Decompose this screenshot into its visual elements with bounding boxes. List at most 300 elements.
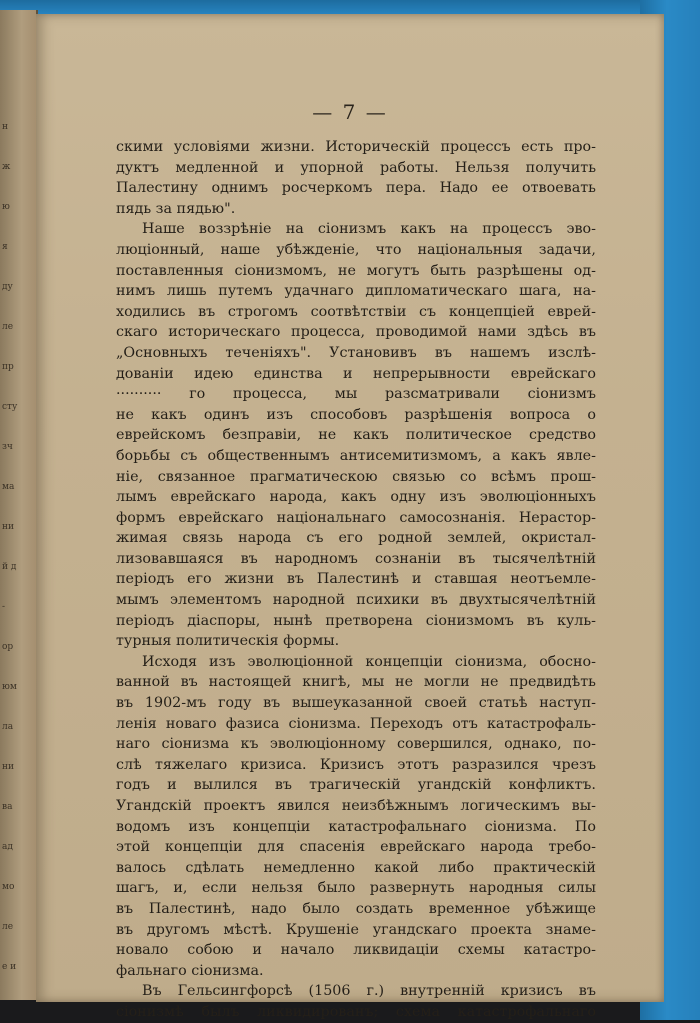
word: по- (572, 736, 596, 753)
text-line (116, 240, 596, 261)
word: совершился, (396, 736, 493, 753)
word: историческаго (168, 324, 281, 341)
word: про- (563, 139, 596, 155)
word: дованіи (116, 365, 174, 382)
word: и (252, 942, 262, 959)
facing-page-edge (0, 10, 38, 1000)
word: Наше (142, 221, 185, 238)
word: въ (116, 900, 134, 917)
word: ванной (116, 674, 170, 691)
text-line: фальнаго сіонизма. (116, 962, 264, 979)
word: схемы (457, 942, 505, 959)
word: наше (220, 241, 261, 258)
facing-page-fragment: ле (2, 322, 14, 332)
word: упорной (300, 159, 364, 176)
word: работы. (379, 159, 439, 176)
word: прош- (550, 468, 596, 485)
word: Нельзя (454, 159, 510, 176)
word: и (274, 159, 285, 176)
word: къ (240, 736, 259, 753)
facing-page-fragment: ни (2, 762, 14, 772)
facing-page-fragment: ж (2, 162, 11, 172)
word: народной (272, 592, 345, 609)
word: схема (395, 1003, 441, 1020)
word: способовъ (310, 406, 388, 423)
word: логическимъ (460, 798, 560, 814)
text-line (116, 343, 596, 364)
word: удачнаго (284, 283, 354, 300)
word: Крушеніе (285, 921, 359, 938)
body-text (116, 137, 596, 1023)
word: росчеркомъ (281, 180, 373, 197)
word: родной (378, 530, 433, 547)
word: силы (558, 880, 596, 897)
word: въ (116, 921, 134, 938)
text-line (116, 487, 596, 508)
facing-page-fragment: ма (2, 482, 15, 492)
word: требо- (548, 839, 596, 856)
word: еврейскомъ (116, 427, 206, 444)
word: и (167, 777, 177, 794)
word: получить (525, 159, 596, 176)
word: немедленно (263, 859, 356, 876)
word: сіонизмомъ (425, 612, 514, 629)
word: собою (187, 942, 234, 959)
text-line (116, 652, 596, 673)
word: борьбы (116, 447, 171, 464)
facing-page-fragment: мо (2, 882, 15, 892)
word: связь (182, 530, 224, 547)
word: общественнымъ (207, 447, 330, 464)
word: го (189, 386, 206, 403)
word: быть (430, 262, 466, 279)
word: вопроса (509, 406, 571, 423)
word: какой (374, 859, 419, 876)
word: концепціи (165, 839, 243, 856)
page-number: — 7 — (312, 100, 388, 124)
word: статьѣ (478, 695, 528, 712)
word: формъ (116, 509, 166, 526)
word: двухтысячелѣтній (459, 592, 596, 609)
word: надо (251, 900, 287, 917)
word: создать (355, 900, 414, 917)
word: катастрофальнаго (328, 818, 467, 835)
facing-page-fragment: ла (2, 722, 14, 732)
word: антисемитизмомъ, (339, 447, 483, 464)
word: жизни. (260, 139, 315, 155)
word: Палестинѣ, (148, 900, 236, 917)
text-line (116, 981, 596, 1002)
word: народныя (469, 880, 544, 897)
word: пера. (385, 180, 427, 197)
word: связью (392, 468, 446, 485)
facing-page-fragment: н (2, 122, 8, 132)
word: спасенія (299, 839, 366, 856)
word: разсматривали (385, 386, 500, 403)
facing-page-fragment: ад (2, 842, 13, 852)
text-line (116, 425, 596, 446)
word: психики (356, 592, 420, 609)
word: жизни (224, 571, 275, 588)
word: сіонизма, (454, 653, 528, 670)
word: мы (334, 386, 358, 403)
word: задачи, (538, 241, 596, 258)
word: непрерывности (373, 365, 491, 382)
text-line (116, 405, 596, 426)
word: его (187, 571, 212, 588)
word: угандскій (417, 777, 492, 794)
word: самосознанія. (399, 509, 506, 526)
word: году (218, 695, 252, 712)
word: однимъ (211, 180, 269, 197)
word: въ (458, 550, 476, 567)
word: изъ (266, 406, 293, 423)
word: конфликтъ. (508, 777, 596, 794)
word: ликвидаціи (353, 942, 439, 959)
word: процесса, (291, 324, 366, 341)
facing-page-fragment: я (2, 242, 8, 252)
word: настоящей (208, 674, 292, 691)
word: шага, (519, 283, 562, 300)
word: еврейскаго (380, 839, 466, 856)
word: лизовавшаяся (116, 550, 224, 567)
text-line (116, 446, 596, 467)
word: строгомъ (227, 303, 298, 320)
word: чрезъ (552, 756, 596, 773)
word: въ (526, 612, 544, 629)
word: новаго (165, 715, 217, 732)
word: скаго (116, 324, 158, 341)
word: жимая (116, 530, 168, 547)
facing-page-fragment: - (2, 602, 6, 612)
word: въ (430, 592, 448, 609)
word: не (337, 262, 356, 279)
word: лишь (166, 283, 207, 300)
word: съ (306, 530, 324, 547)
word: со (459, 468, 477, 485)
word: книгѣ, (302, 674, 351, 691)
word: а (492, 447, 501, 464)
text-line (116, 549, 596, 570)
text-line (116, 672, 596, 693)
word: въ (286, 571, 305, 588)
text-line (116, 590, 596, 611)
word: знаме- (545, 921, 596, 938)
word: разрѣшенія (404, 406, 493, 423)
word: явле- (556, 447, 596, 464)
text-line (116, 796, 596, 817)
word: концепціи (232, 818, 311, 835)
text-line (116, 137, 596, 158)
word: фазиса (225, 715, 280, 732)
word: и (343, 365, 353, 382)
word: од- (573, 262, 596, 279)
text-line (116, 817, 596, 838)
word: изъ (439, 489, 466, 506)
word: 1902-мъ (144, 695, 207, 712)
word: одинъ (203, 406, 250, 423)
word: эволюціонному (269, 736, 386, 753)
word: могутъ (366, 262, 420, 279)
text-line (116, 755, 596, 776)
word: сіонизма. (484, 818, 557, 835)
word: средство (528, 427, 596, 444)
word: претворена (325, 612, 413, 629)
word: валось (116, 859, 167, 876)
word: Кризисъ (319, 756, 385, 773)
word: и (411, 571, 422, 588)
text-line (116, 322, 596, 343)
word: одну (390, 489, 426, 506)
word: сознаніи (375, 550, 442, 567)
facing-page-fragment: е и (2, 962, 17, 972)
text-line (116, 899, 596, 920)
word: либо (438, 859, 475, 876)
word: вышеуказанной (292, 695, 413, 712)
word: сіонизма (161, 736, 230, 753)
word: временное (428, 900, 511, 917)
word: процессъ (440, 139, 511, 155)
word: окристал- (521, 530, 596, 547)
word: эво- (566, 221, 596, 238)
word: въ (578, 983, 596, 1000)
word: водомъ (116, 818, 171, 835)
word: мѣстѣ. (223, 921, 273, 938)
word: вылился (193, 777, 258, 794)
word: практическій (493, 859, 596, 876)
word: разразился (452, 756, 539, 773)
word: не (116, 406, 134, 423)
word: кризиса. (240, 756, 307, 773)
text-line (116, 837, 596, 858)
word: предвидѣть (509, 674, 596, 691)
word: слѣ (116, 756, 142, 773)
word: сіонизмъ (317, 221, 387, 238)
word: нами (477, 324, 517, 341)
word: этотъ (397, 756, 439, 773)
word: Палестинѣ (316, 571, 400, 588)
word: ставшая (434, 571, 498, 588)
text-line (116, 920, 596, 941)
word: убѣжище (525, 900, 596, 917)
word: развернуть (369, 880, 455, 897)
text-line: турныя политическія формы. (116, 633, 340, 650)
word: съ (419, 303, 437, 320)
word: что (375, 241, 402, 258)
facing-page-fragment: сту (2, 402, 18, 412)
word: какъ (400, 221, 436, 238)
word: неотъемле- (510, 571, 596, 588)
word: куль- (556, 612, 596, 629)
text-line (116, 158, 596, 179)
word: теченіяхъ". (225, 344, 312, 361)
word: землей, (447, 530, 507, 547)
word: концепціи (365, 653, 443, 670)
word: отвоевать (522, 180, 596, 197)
word: своей (424, 695, 467, 712)
word: не (318, 427, 337, 444)
word: о (587, 406, 596, 423)
text-line (116, 693, 596, 714)
word: Надо (439, 180, 479, 197)
word: Переходъ (369, 715, 444, 732)
text-line (116, 1002, 596, 1023)
word: нынѣ (273, 612, 313, 629)
word: Установивъ (329, 344, 417, 361)
word: явился (277, 798, 330, 814)
word: національнаго (276, 509, 387, 526)
text-line (116, 178, 596, 199)
word: сіонизмѣ (116, 1003, 184, 1020)
word: этой (116, 839, 151, 856)
word: (1506 (308, 983, 351, 1000)
word: вы- (571, 798, 596, 814)
word: обосно- (539, 653, 596, 670)
word: наго (116, 736, 151, 753)
word: проектъ (203, 798, 266, 814)
word: періодъ (116, 571, 175, 588)
word: воззрѣніе (198, 221, 272, 238)
word: катастрофаль- (486, 715, 596, 732)
word: въ (180, 674, 198, 691)
facing-page-fragment: ва (2, 802, 13, 812)
text-line (116, 281, 596, 302)
word: трагическій (309, 777, 401, 794)
word: національныя (417, 241, 523, 258)
text-line (116, 775, 596, 796)
word: есть (521, 139, 554, 155)
word: Нерастор- (518, 509, 596, 526)
text-line (116, 734, 596, 755)
word: періодъ (116, 612, 175, 629)
word: начало (280, 942, 335, 959)
word: его (338, 530, 364, 547)
word: съ (180, 447, 198, 464)
word: на- (573, 283, 596, 300)
word: не (480, 674, 499, 691)
word: какъ (151, 406, 187, 423)
word: По (574, 818, 596, 835)
word: въ (263, 695, 281, 712)
word: еврейскаго (510, 365, 596, 382)
facing-page-fragment: ду (2, 282, 13, 292)
word: проводимой (375, 324, 468, 341)
word: нашемъ (470, 344, 531, 361)
text-line (116, 611, 596, 632)
word: наступ- (539, 695, 596, 712)
word: другомъ (146, 921, 210, 938)
word: народномъ (274, 550, 358, 567)
word: въ (578, 324, 596, 341)
word: катастро- (523, 942, 596, 959)
word: въ (434, 344, 452, 361)
word: прагматическою (249, 468, 378, 485)
word: кризисъ (500, 983, 563, 1000)
facing-page-fragment: юм (2, 682, 17, 692)
word: убѣжденіе, (276, 241, 360, 258)
word: какъ (353, 427, 389, 444)
facing-page-fragment: й д (2, 562, 17, 572)
word: путемъ (218, 283, 273, 300)
facing-page-fragment: ни (2, 522, 14, 532)
word: угандскаго (372, 921, 458, 938)
word: Исходя (142, 653, 197, 670)
word: ніе, (116, 468, 144, 485)
word: ходились (116, 303, 186, 320)
word: дипломатическаго (365, 283, 508, 300)
word: въ (198, 303, 216, 320)
word: проекта (470, 921, 532, 938)
word: сіонизмомъ, (234, 262, 328, 279)
word: Палестину (116, 180, 198, 197)
text-line (116, 302, 596, 323)
word: здѣсь (527, 324, 569, 341)
word: шагъ, (116, 880, 159, 897)
word: скими (116, 139, 164, 155)
word: ленія (116, 715, 157, 732)
word: было (317, 880, 356, 897)
word: сіонизма. (288, 715, 361, 732)
word: катастрофальнаго (457, 1003, 596, 1020)
word: тяжелаго (155, 756, 228, 773)
text-line (116, 940, 596, 961)
text-line (116, 528, 596, 549)
facing-page-fragment: пр (2, 362, 14, 372)
word: въ (274, 777, 293, 794)
word: мымъ (116, 592, 159, 609)
word: на (450, 221, 469, 238)
word: Гельсингфорсѣ (177, 983, 293, 1000)
word: Угандскій (116, 798, 192, 814)
word: лымъ (116, 489, 157, 506)
word: годъ (116, 777, 150, 794)
text-line (116, 714, 596, 735)
facing-page-fragment: ле (2, 922, 14, 932)
word: народа (238, 530, 292, 547)
word: и, (173, 880, 188, 897)
background-blue-top (0, 0, 700, 14)
word: не (395, 674, 414, 691)
text-line (116, 364, 596, 385)
text-line (116, 384, 596, 405)
word: еврейскаго (170, 489, 256, 506)
text-line (116, 467, 596, 488)
word: эволюціонной (247, 653, 354, 670)
word: разрѣшены (476, 262, 563, 279)
book-page (36, 14, 664, 1020)
word: связанное (157, 468, 236, 485)
word: безправіи, (222, 427, 302, 444)
text-line (116, 508, 596, 529)
word: медленной (175, 159, 259, 176)
word: если (201, 880, 238, 897)
word: Въ (142, 983, 162, 1000)
text-line (116, 858, 596, 879)
word: въ (240, 550, 258, 567)
word: могли (423, 674, 470, 691)
word: въ (116, 695, 134, 712)
word: ее (491, 180, 509, 197)
word: внутренній (400, 983, 485, 1000)
word: изъ (209, 653, 236, 670)
word: дуктъ (116, 159, 160, 176)
word: народа, (269, 489, 328, 506)
word: однако, (504, 736, 562, 753)
word: процесса, (233, 386, 308, 403)
facing-page-fragment: ю (2, 202, 10, 212)
word: г.) (366, 983, 385, 1000)
word: „Основныхъ (116, 344, 208, 361)
